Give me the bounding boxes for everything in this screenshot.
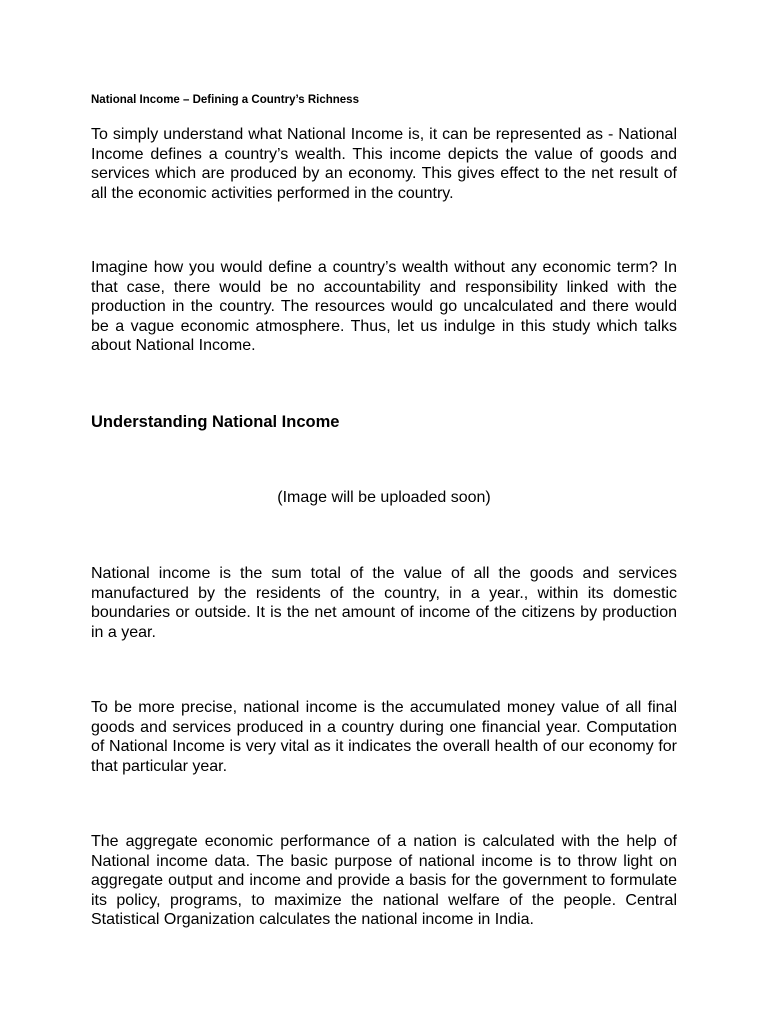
body-paragraph: To be more precise, national income is the accumulated money value of all final goods and services produced in a country during one financial year. Computation of National Income is very vital as it indicates the overall health of our economy for that particular year. <box>91 699 677 775</box>
intro-paragraph: Imagine how you would define a country’s wealth without any economic term? In that case, there would be no accountability and responsibility linked with the production in the country. The resources would go uncalculated and there would be a vague economic atmosphere. Thus, let us indulge in this study which talks about National Income. <box>91 259 677 355</box>
section-heading: Understanding National Income <box>91 413 340 431</box>
intro-paragraph: To simply understand what National Income is, it can be represented as - National Income defines a country’s wealth. This income depicts the value of goods and services which are produced by an economy. This gives effect to the net result of all the economic activities performed in the country. <box>91 126 677 202</box>
body-paragraph: National income is the sum total of the value of all the goods and services manufactured by the residents of the country, in a year., within its domestic boundaries or outside. It is the net amount of income of the citizens by production in a year. <box>91 565 677 641</box>
image-placeholder: (Image will be uploaded soon) <box>277 489 491 506</box>
body-paragraph: The aggregate economic performance of a nation is calculated with the help of National income data. The basic purpose of national income is to throw light on aggregate output and income and provide a basis for the government to formulate its policy, programs, to maximize the national welfare of the people. Central Statistical Organization calculates the national income in India. <box>91 833 677 929</box>
document-title: National Income – Defining a Country’s Richness <box>91 94 359 106</box>
